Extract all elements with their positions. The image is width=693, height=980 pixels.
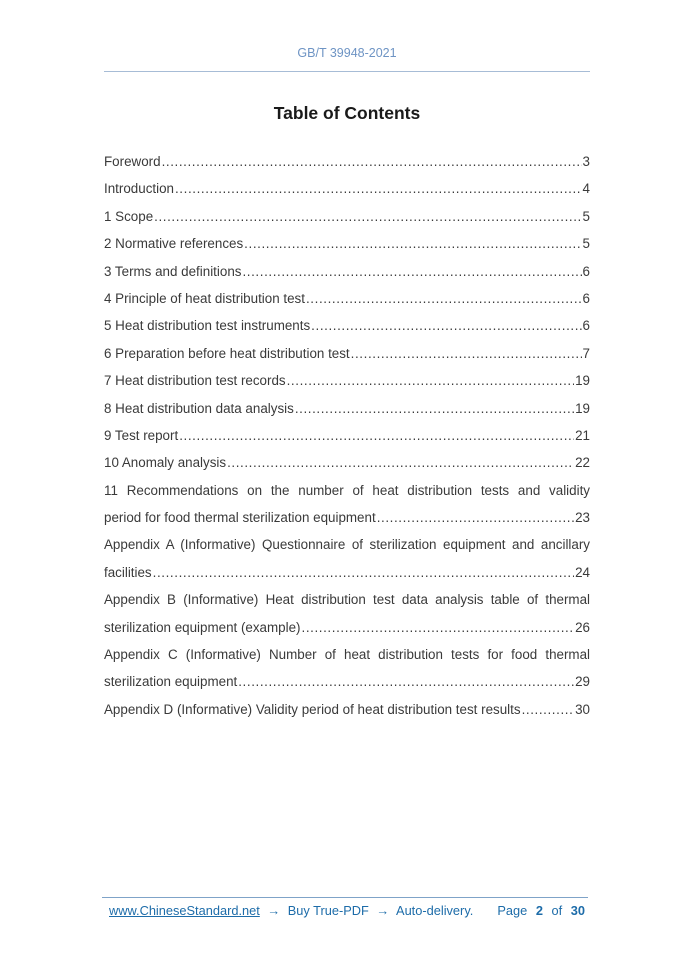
toc-entry-label: 3 Terms and definitions <box>104 263 242 279</box>
toc-page-number: 6 <box>582 290 590 306</box>
toc-page-number: 19 <box>575 373 590 389</box>
toc-entry-label: facilities <box>104 564 152 580</box>
toc-page-number: 5 <box>582 208 590 224</box>
toc-dot-leader <box>302 614 575 641</box>
toc-entry-label: 2 Normative references <box>104 236 244 252</box>
toc-dot-leader <box>377 504 574 531</box>
toc-dot-leader <box>351 340 582 367</box>
toc-entry-label: sterilization equipment (example) <box>104 619 301 635</box>
toc-dot-leader <box>244 230 581 257</box>
toc-entry-first-line: Appendix B (Informative) Heat distribution test data analysis table of thermal <box>104 592 590 608</box>
arrow-right-icon: → <box>267 903 281 918</box>
arrow-right-icon: → <box>376 903 390 918</box>
toc-dot-leader <box>306 285 582 312</box>
toc-page-number: 4 <box>582 181 590 197</box>
toc-entry-label: period for food thermal sterilization equipment <box>104 510 376 526</box>
page-indicator-of: of <box>551 903 563 918</box>
toc-entry-label: 7 Heat distribution test records <box>104 373 286 389</box>
header-rule <box>104 71 590 72</box>
toc-entry-label: 10 Anomaly analysis <box>104 455 227 471</box>
toc-entry <box>104 559 590 586</box>
toc-entry <box>104 340 590 367</box>
toc-entry <box>104 449 590 476</box>
footer-promo <box>102 903 473 918</box>
toc-dot-leader <box>238 668 574 695</box>
toc-entry-label: Appendix D (Informative) Validity period of heat distribution test results <box>104 701 521 717</box>
toc-entry-label: 9 Test report <box>104 427 179 443</box>
toc-page-number: 6 <box>582 318 590 334</box>
toc-entry-label: 6 Preparation before heat distribution test <box>104 345 350 361</box>
page-title: Table of Contents <box>273 103 421 123</box>
toc-page-number: 24 <box>575 564 590 580</box>
toc-dot-leader <box>227 449 574 476</box>
toc-dot-leader <box>179 422 574 449</box>
toc-entry-label: Foreword <box>104 154 161 169</box>
toc-entry <box>104 367 590 394</box>
toc-page-number: 30 <box>575 701 590 717</box>
toc-page-number: 3 <box>582 154 590 169</box>
toc-entry <box>104 696 590 723</box>
toc-page-number: 19 <box>575 400 590 416</box>
page-footer <box>102 897 588 918</box>
toc-dot-leader <box>242 258 581 285</box>
toc-dot-leader <box>522 696 575 723</box>
toc-entry-label: 5 Heat distribution test instruments <box>104 318 311 334</box>
toc-entry-label: 1 Scope <box>104 208 154 224</box>
toc-dot-leader <box>175 175 582 202</box>
total-page-number: 30 <box>570 903 585 918</box>
page-header <box>104 0 590 61</box>
toc-entry <box>104 422 590 449</box>
page-indicator <box>495 903 588 918</box>
toc-entry <box>104 668 590 695</box>
toc-entry-label: Introduction <box>104 181 174 197</box>
toc-dot-leader <box>311 312 581 339</box>
toc-dot-leader <box>162 148 582 175</box>
toc-page-number: 26 <box>575 619 590 635</box>
toc-entry <box>104 148 590 175</box>
toc-entry <box>104 312 590 339</box>
toc-entry <box>104 614 590 641</box>
toc-dot-leader <box>153 559 574 586</box>
footer-website-link[interactable]: www.ChineseStandard.net <box>109 903 260 918</box>
toc-entry-first-line: 11 Recommendations on the number of heat distribution tests and validity <box>104 482 590 498</box>
toc-entry-first-line: Appendix A (Informative) Questionnaire of sterilization equipment and ancillary <box>104 537 590 553</box>
toc-page-number: 6 <box>582 263 590 279</box>
toc-dot-leader <box>287 367 574 394</box>
toc-page-number: 23 <box>575 510 590 526</box>
toc-entry <box>104 230 590 257</box>
toc-dot-leader <box>295 395 574 422</box>
toc-page-number: 29 <box>575 674 590 690</box>
toc-page-number: 7 <box>582 345 590 361</box>
toc-page-number: 21 <box>575 427 590 443</box>
page-indicator-label: Page <box>497 903 528 918</box>
toc-entry-label: 8 Heat distribution data analysis <box>104 400 294 416</box>
standard-code: GB/T 39948-2021 <box>297 46 397 60</box>
toc-page-number: 5 <box>582 236 590 252</box>
footer-action-delivery: Auto-delivery. <box>396 903 474 918</box>
footer-action-buy: Buy True-PDF <box>287 903 369 918</box>
toc-dot-leader <box>154 203 581 230</box>
toc-entry-label: 4 Principle of heat distribution test <box>104 290 305 306</box>
toc-entry <box>104 175 590 202</box>
toc-entry <box>104 258 590 285</box>
current-page-number: 2 <box>535 903 543 918</box>
toc-entry-label: sterilization equipment <box>104 674 238 690</box>
toc-entry <box>104 504 590 531</box>
toc-entry-first-line: Appendix C (Informative) Number of heat distribution tests for food thermal <box>104 647 590 663</box>
toc-entry <box>104 395 590 422</box>
toc-entry <box>104 203 590 230</box>
toc-entry <box>104 285 590 312</box>
toc-page-number: 22 <box>575 455 590 471</box>
toc-list <box>104 148 590 723</box>
